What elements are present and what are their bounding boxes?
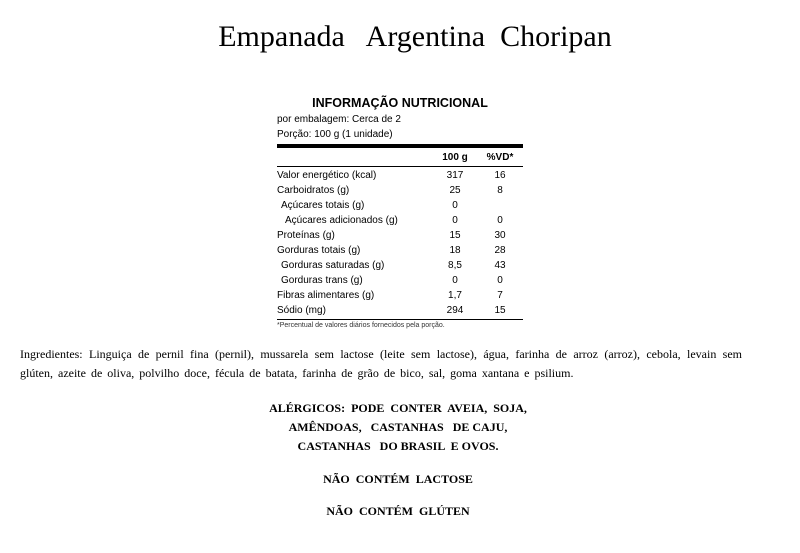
nutrient-label: Açúcares adicionados (g) (285, 215, 398, 226)
nutrient-row-fiber (277, 288, 523, 303)
allergen-warning-line-3: CASTANHAS DO BRASIL E OVOS. (297, 439, 499, 453)
column-header-amount: 100 g (442, 152, 468, 163)
nutrient-dv: 16 (494, 170, 506, 181)
nutrient-row-trans-fat (277, 273, 523, 288)
per-package-text: por embalagem: Cerca de 2 (277, 114, 401, 125)
nutrient-value: 8,5 (448, 260, 462, 271)
allergen-warning-line-2: AMÊNDOAS, CASTANHAS DE CAJU, (288, 420, 508, 434)
nutrient-row-added-sugars (277, 213, 523, 228)
nutrient-value: 1,7 (448, 290, 462, 301)
nutrient-value: 0 (452, 275, 458, 286)
nutrient-rows (277, 167, 523, 319)
nutrient-dv: 43 (494, 260, 506, 271)
nutrient-label: Carboidratos (g) (277, 185, 350, 196)
nutrient-label: Gorduras totais (g) (277, 245, 361, 256)
nutrition-title: INFORMAÇÃO NUTRICIONAL (312, 96, 488, 110)
nutrient-value: 15 (449, 230, 461, 241)
no-lactose-notice: NÃO CONTÉM LACTOSE (323, 472, 473, 486)
nutrient-row-saturated-fat (277, 258, 523, 273)
nutrient-label: Açúcares totais (g) (281, 200, 365, 211)
nutrient-label: Fibras alimentares (g) (277, 290, 375, 301)
nutrient-row-total-fat (277, 243, 523, 258)
nutrient-value: 25 (449, 185, 461, 196)
nutrient-row-total-sugars (277, 198, 523, 213)
nutrient-label: Proteínas (g) (277, 230, 335, 241)
nutrient-dv: 28 (494, 245, 506, 256)
nutrient-value: 294 (446, 305, 464, 316)
nutrient-value: 0 (452, 200, 458, 211)
nutrient-value: 0 (452, 215, 458, 226)
no-gluten-notice: NÃO CONTÉM GLÚTEN (326, 504, 470, 518)
nutrient-label: Gorduras saturadas (g) (281, 260, 385, 271)
nutrient-dv: 15 (494, 305, 506, 316)
nutrition-facts-table (277, 95, 523, 331)
nutrient-label: Sódio (mg) (277, 305, 326, 316)
product-title: Empanada Argentina Choripan (218, 20, 612, 53)
ingredients-text: Ingredientes: Linguiça de pernil fina (pernil), mussarela sem lactose (leite sem lactose), água, farinha de arroz (arroz), cebola, levain sem glúten, azeite de oliva, polvilho doce, fécula de batata, farinha de grão de bico, sal, goma xantana e psilium. (20, 347, 742, 380)
nutrient-row-sodium (277, 303, 523, 318)
column-header-dv: %VD* (486, 152, 514, 163)
nutrient-label: Gorduras trans (g) (281, 275, 363, 286)
nutrient-row-carbs (277, 183, 523, 198)
column-header-row (277, 148, 523, 166)
portion-text: Porção: 100 g (1 unidade) (277, 128, 393, 140)
nutrient-dv: 8 (497, 185, 503, 196)
nutrient-value: 18 (449, 245, 461, 256)
nutrient-dv: 0 (497, 275, 503, 286)
dv-footnote: *Percentual de valores diários fornecidos pela porção. (277, 322, 445, 329)
nutrient-dv: 0 (497, 215, 503, 226)
nutrient-label: Valor energético (kcal) (277, 170, 377, 181)
nutrient-dv: 30 (494, 230, 506, 241)
nutrient-value: 317 (446, 170, 464, 181)
nutrient-row-energy (277, 168, 523, 183)
nutrient-dv: 7 (497, 290, 503, 301)
allergen-warning-line-1: ALÉRGICOS: PODE CONTER AVEIA, SOJA, (269, 401, 527, 415)
nutrient-row-proteins (277, 228, 523, 243)
